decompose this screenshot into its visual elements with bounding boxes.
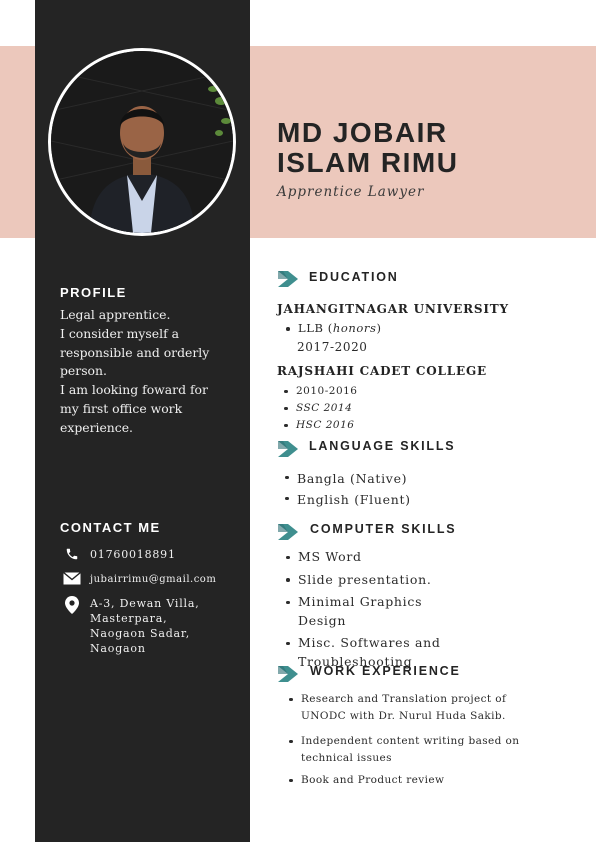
profile-heading: PROFILE xyxy=(60,285,127,300)
list-item: Book and Product review xyxy=(287,772,527,789)
list-item: Minimal Graphics Design xyxy=(284,593,464,630)
list-item: MS Word xyxy=(284,548,464,567)
computer-skills-list xyxy=(284,548,464,671)
list-item: SSC 2014 xyxy=(282,400,358,417)
list-item xyxy=(284,320,382,336)
language-list xyxy=(283,468,411,510)
name-line-2: ISLAM RIMU xyxy=(277,147,459,178)
contact-email xyxy=(62,572,216,588)
profile-photo xyxy=(48,48,236,236)
contact-address xyxy=(62,596,200,656)
language-heading: LANGUAGE SKILLS xyxy=(309,439,456,453)
list-item: Research and Translation project of UNODC with Dr. Nurul Huda Sakib. xyxy=(287,691,527,725)
list-item: Bangla (Native) xyxy=(283,468,411,489)
work-heading: WORK EXPERIENCE xyxy=(310,664,461,678)
list-item: Slide presentation. xyxy=(284,571,464,590)
address-text xyxy=(90,596,200,656)
list-item: Misc. Softwares and Troubleshooting xyxy=(284,634,464,671)
chevron-right-icon xyxy=(278,524,298,540)
location-pin-icon xyxy=(62,596,82,612)
list-item: HSC 2016 xyxy=(282,417,358,434)
computer-skills-heading: COMPUTER SKILLS xyxy=(310,522,457,536)
portrait-illustration xyxy=(51,51,233,233)
profile-text xyxy=(60,306,220,438)
name-line-1: MD JOBAIR xyxy=(277,117,448,148)
contact-heading: CONTACT ME xyxy=(60,520,161,535)
profile-line: I am looking foward for my first office work experience. xyxy=(60,382,208,435)
work-list xyxy=(287,691,527,789)
school1-details xyxy=(284,320,382,336)
list-item: English (Fluent) xyxy=(283,489,411,510)
degree-text-close: ) xyxy=(376,321,382,335)
phone-number[interactable]: 01760018891 xyxy=(90,548,176,561)
profile-line: Legal apprentice. xyxy=(60,307,171,322)
school-name: JAHANGITNAGAR UNIVERSITY xyxy=(277,302,509,316)
envelope-icon xyxy=(62,572,82,588)
degree-honors: honors xyxy=(332,321,377,335)
email-address[interactable]: jubairrimu@gmail.com xyxy=(90,574,217,585)
address-line: A-3, Dewan Villa, xyxy=(90,597,200,610)
profile-line: I consider myself a responsible and orderly person. xyxy=(60,325,210,379)
list-item: 2010-2016 xyxy=(282,383,358,400)
contact-phone xyxy=(62,547,176,563)
address-line: Masterpara, xyxy=(90,612,168,625)
chevron-right-icon xyxy=(278,666,298,682)
school1-years: 2017-2020 xyxy=(297,340,368,354)
job-title: Apprentice Lawyer xyxy=(277,184,425,200)
address-line: Naogaon Sadar, xyxy=(90,627,191,640)
address-line: Naogaon xyxy=(90,642,146,655)
list-item: Independent content writing based on technical issues xyxy=(287,733,527,767)
school2-details xyxy=(282,383,358,434)
phone-icon xyxy=(62,547,82,563)
degree-text: LLB ( xyxy=(298,321,333,335)
chevron-right-icon xyxy=(278,441,298,457)
person-name xyxy=(277,118,458,178)
chevron-right-icon xyxy=(278,271,298,287)
school-name: RAJSHAHI CADET COLLEGE xyxy=(277,364,487,378)
education-heading: EDUCATION xyxy=(309,270,399,284)
